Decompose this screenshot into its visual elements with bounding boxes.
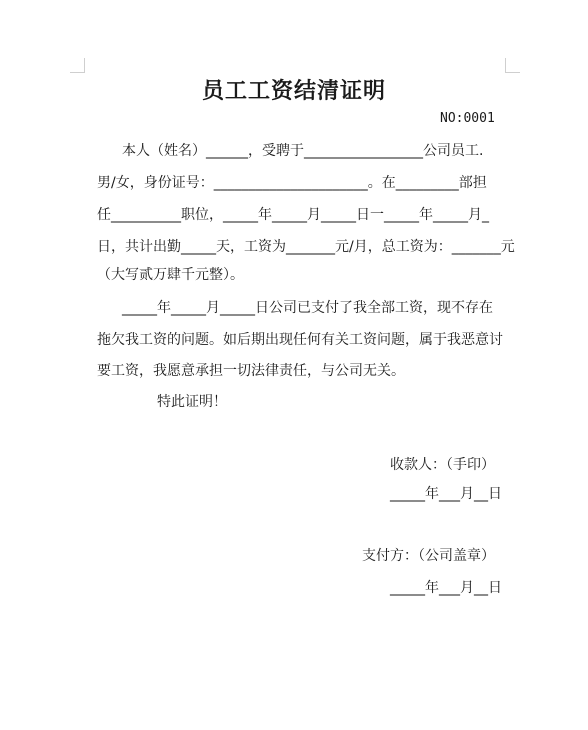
payee-date: _____年___月__日 (390, 486, 502, 502)
body-line-4: 日，共计出勤_____天，工资为_______元/月，总工资为：_______元 (97, 239, 515, 255)
body-line-7: 拖欠我工资的问题。如后期出现任何有关工资问题，属于我恶意讨 (97, 332, 503, 348)
body-line-5: （大写贰万肆千元整）。 (97, 267, 244, 283)
payee-label: 收款人：（手印） (390, 457, 495, 473)
body-line-3: 任__________职位，_____年_____月_____日一_____年_____月_ (97, 207, 489, 223)
body-line-6: _____年_____月_____日公司已支付了我全部工资，现不存在 (122, 300, 493, 316)
body-line-1: 本人（姓名）______，受聘于_________________公司员工. (122, 143, 484, 159)
page-corner-mark-left (70, 58, 85, 73)
certification-statement: 特此证明！ (157, 394, 227, 410)
payer-label: 支付方：（公司盖章） (362, 548, 495, 564)
document-number: NO:0001 (440, 111, 495, 126)
page-corner-mark-right (505, 58, 520, 73)
document-title: 员工工资结清证明 (201, 78, 386, 104)
body-line-2: 男/女，身份证号：______________________。在_________部担 (97, 175, 487, 191)
body-line-8: 要工资，我愿意承担一切法律责任，与公司无关。 (97, 363, 405, 379)
payer-date: _____年___月__日 (390, 580, 502, 596)
